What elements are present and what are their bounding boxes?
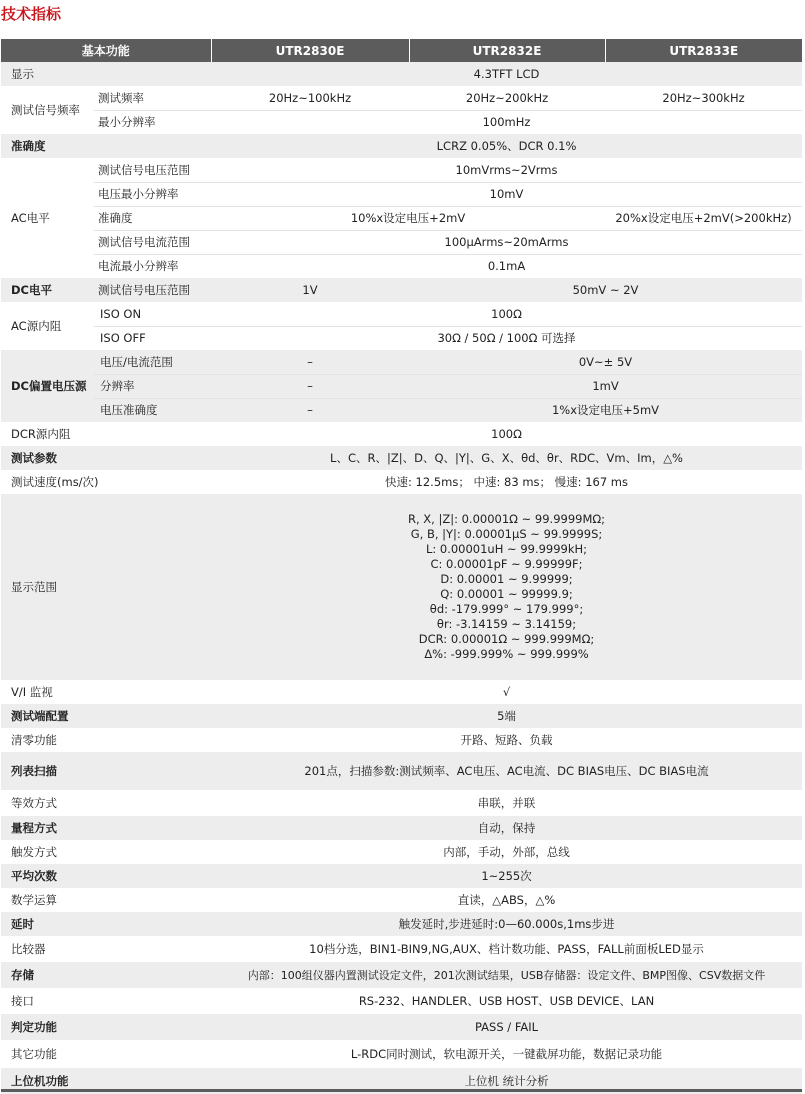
table-row bbox=[1, 254, 802, 278]
row-sub-ac-voltage-range: 测试信号电压范围 bbox=[94, 158, 211, 182]
row-sub-ac-current-range: 测试信号电流范围 bbox=[94, 230, 211, 254]
value-ac-current-res: 0.1mA bbox=[211, 254, 802, 278]
row-label-freq: 测试信号频率 bbox=[1, 86, 94, 134]
value-dc-bias-range-2830e: – bbox=[211, 350, 409, 374]
table-row bbox=[1, 752, 802, 790]
range-line: L: 0.00001uH ~ 99.9999kH; bbox=[425, 542, 588, 556]
row-label-storage: 存储 bbox=[1, 962, 211, 988]
row-label-comparator: 比较器 bbox=[1, 936, 211, 962]
range-line: θd: -179.999° ~ 179.999°; bbox=[429, 602, 584, 616]
table-row bbox=[1, 1014, 802, 1040]
range-line: D: 0.00001 ~ 9.99999; bbox=[440, 572, 573, 586]
table-row bbox=[1, 888, 802, 912]
table-row bbox=[1, 230, 802, 254]
table-row bbox=[1, 816, 802, 840]
row-value-trigger: 内部，手动，外部，总线 bbox=[211, 840, 802, 864]
row-label-speed: 测试速度(ms/次) bbox=[1, 470, 211, 494]
row-label-ac-source: AC源内阻 bbox=[1, 302, 94, 350]
value-dc-bias-range: 0V~± 5V bbox=[409, 350, 802, 374]
row-label-equiv: 等效方式 bbox=[1, 790, 211, 816]
range-line: Q: 0.00001 ~ 99999.9; bbox=[440, 587, 573, 601]
table-row bbox=[1, 182, 802, 206]
header-feature: 基本功能 bbox=[1, 39, 211, 62]
row-label-range: 显示范围 bbox=[1, 494, 211, 680]
table-row bbox=[1, 988, 802, 1014]
row-label-ac-level: AC电平 bbox=[1, 158, 94, 278]
table-row bbox=[1, 134, 802, 158]
value-freq-2832e: 20Hz~200kHz bbox=[409, 86, 605, 110]
table-row bbox=[1, 840, 802, 864]
row-label-average: 平均次数 bbox=[1, 864, 211, 888]
row-sub-dc-bias-accuracy: 电压准确度 bbox=[94, 398, 211, 422]
table-row bbox=[1, 446, 802, 470]
range-line: θr: -3.14159 ~ 3.14159; bbox=[436, 617, 577, 631]
range-line: DCR: 0.00001Ω ~ 999.999MΩ; bbox=[418, 632, 595, 646]
row-label-dcr-source: DCR源内阻 bbox=[1, 422, 211, 446]
row-value-range bbox=[211, 494, 802, 680]
table-row bbox=[1, 398, 802, 422]
row-value-average: 1~255次 bbox=[211, 864, 802, 888]
table-row bbox=[1, 350, 802, 374]
row-value-sweep: 201点，扫描参数:测试频率、AC电压、AC电流、DC BIAS电压、DC BIAS电流 bbox=[211, 752, 802, 790]
table-row bbox=[1, 936, 802, 962]
row-label-dc-level: DC电平 bbox=[1, 278, 94, 302]
row-sub-dc-bias-res: 分辨率 bbox=[94, 374, 211, 398]
value-ac-accuracy-low: 10%x设定电压+2mV bbox=[211, 206, 605, 230]
row-label-zero: 清零功能 bbox=[1, 728, 211, 752]
bottom-rule bbox=[1, 1089, 802, 1092]
range-line: Δ%: -999.999% ~ 999.999% bbox=[424, 647, 589, 661]
value-ac-current-range: 100μArms~20mArms bbox=[211, 230, 802, 254]
row-sub-ac-voltage-res: 电压最小分辨率 bbox=[94, 182, 211, 206]
table-row bbox=[1, 158, 802, 182]
row-value-host: 上位机 统计分析 bbox=[211, 1068, 802, 1094]
row-label-vi-monitor: V/I 监视 bbox=[1, 680, 211, 704]
value-dc-bias-res: 1mV bbox=[409, 374, 802, 398]
row-label-host: 上位机功能 bbox=[1, 1068, 211, 1094]
value-dc-level-2830e: 1V bbox=[211, 278, 409, 302]
row-value-math: 直读，△ABS，△% bbox=[211, 888, 802, 912]
table-row bbox=[1, 326, 802, 350]
spec-table bbox=[1, 39, 802, 1094]
row-label-math: 数学运算 bbox=[1, 888, 211, 912]
row-sub-iso-on: ISO ON bbox=[94, 302, 211, 326]
value-iso-off: 30Ω / 50Ω / 100Ω 可选择 bbox=[211, 326, 802, 350]
range-line: G, B, |Y|: 0.00001μS ~ 99.9999S; bbox=[410, 527, 603, 541]
value-dc-bias-accuracy: 1%x设定电压+5mV bbox=[409, 398, 802, 422]
table-row bbox=[1, 962, 802, 988]
row-label-sweep: 列表扫描 bbox=[1, 752, 211, 790]
range-line: R, X, |Z|: 0.00001Ω ~ 99.9999MΩ; bbox=[407, 512, 606, 526]
row-label-ranging: 量程方式 bbox=[1, 816, 211, 840]
row-value-display: 4.3TFT LCD bbox=[211, 62, 802, 86]
row-value-accuracy: LCRZ 0.05%、DCR 0.1% bbox=[211, 134, 802, 158]
value-dc-level-2832e-2833e: 50mV ~ 2V bbox=[409, 278, 802, 302]
header-model-utr2833e: UTR2833E bbox=[605, 39, 802, 62]
value-ac-accuracy-high: 20%x设定电压+2mV(>200kHz) bbox=[605, 206, 802, 230]
table-row bbox=[1, 864, 802, 888]
table-row bbox=[1, 374, 802, 398]
row-sub-ac-accuracy: 准确度 bbox=[94, 206, 211, 230]
row-value-terminal: 5端 bbox=[211, 704, 802, 728]
row-label-params: 测试参数 bbox=[1, 446, 211, 470]
row-sub-iso-off: ISO OFF bbox=[94, 326, 211, 350]
value-dc-bias-res-2830e: – bbox=[211, 374, 409, 398]
row-label-display: 显示 bbox=[1, 62, 211, 86]
row-value-ranging: 自动，保持 bbox=[211, 816, 802, 840]
range-line: C: 0.00001pF ~ 9.99999F; bbox=[430, 557, 583, 571]
row-sub-dc-voltage-range: 测试信号电压范围 bbox=[94, 278, 211, 302]
row-sub-resolution: 最小分辨率 bbox=[94, 110, 211, 134]
row-label-judge: 判定功能 bbox=[1, 1014, 211, 1040]
table-row bbox=[1, 278, 802, 302]
row-value-speed: 快速: 12.5ms； 中速: 83 ms； 慢速: 167 ms bbox=[211, 470, 802, 494]
row-label-interface: 接口 bbox=[1, 988, 211, 1014]
row-value-params: L、C、R、|Z|、D、Q、|Y|、G、X、θd、θr、RDC、Vm、Im，△% bbox=[211, 446, 802, 470]
value-ac-voltage-res: 10mV bbox=[211, 182, 802, 206]
row-value-dcr-source: 100Ω bbox=[211, 422, 802, 446]
row-sub-ac-current-res: 电流最小分辨率 bbox=[94, 254, 211, 278]
row-label-trigger: 触发方式 bbox=[1, 840, 211, 864]
table-row bbox=[1, 470, 802, 494]
row-label-other: 其它功能 bbox=[1, 1040, 211, 1068]
row-value-comparator: 10档分选，BIN1-BIN9,NG,AUX、档计数功能、PASS，FALL前面板LED显示 bbox=[211, 936, 802, 962]
table-row bbox=[1, 422, 802, 446]
table-row bbox=[1, 704, 802, 728]
table-row bbox=[1, 680, 802, 704]
row-value-delay: 触发延时,步进延时:0—60.000s,1ms步进 bbox=[211, 912, 802, 936]
row-label-dc-bias: DC偏置电压源 bbox=[1, 350, 94, 422]
value-ac-voltage-range: 10mVrms~2Vrms bbox=[211, 158, 802, 182]
header-model-utr2832e: UTR2832E bbox=[409, 39, 605, 62]
table-row bbox=[1, 790, 802, 816]
header-model-utr2830e: UTR2830E bbox=[211, 39, 409, 62]
table-row bbox=[1, 494, 802, 680]
row-sub-dc-bias-range: 电压/电流范围 bbox=[94, 350, 211, 374]
value-iso-on: 100Ω bbox=[211, 302, 802, 326]
table-row bbox=[1, 302, 802, 326]
table-row bbox=[1, 912, 802, 936]
row-value-judge: PASS / FAIL bbox=[211, 1014, 802, 1040]
row-label-delay: 延时 bbox=[1, 912, 211, 936]
row-label-terminal: 测试端配置 bbox=[1, 704, 211, 728]
row-sub-freq: 测试频率 bbox=[94, 86, 211, 110]
page-title: 技术指标 bbox=[1, 5, 62, 23]
value-freq-2833e: 20Hz~300kHz bbox=[605, 86, 802, 110]
row-value-equiv: 串联，并联 bbox=[211, 790, 802, 816]
row-value-storage: 内部：100组仪器内置测试设定文件，201次测试结果，USB存储器：设定文件、BMP图像、CSV数据文件 bbox=[211, 962, 802, 988]
table-row bbox=[1, 86, 802, 110]
table-row bbox=[1, 110, 802, 134]
row-value-vi-monitor: √ bbox=[211, 680, 802, 704]
row-value-zero: 开路、短路、负载 bbox=[211, 728, 802, 752]
table-row bbox=[1, 1040, 802, 1068]
table-row bbox=[1, 728, 802, 752]
table-header-row bbox=[1, 39, 802, 62]
table-row bbox=[1, 206, 802, 230]
value-resolution: 100mHz bbox=[211, 110, 802, 134]
value-freq-2830e: 20Hz~100kHz bbox=[211, 86, 409, 110]
display-range-list bbox=[408, 512, 605, 662]
row-value-other: L-RDC同时测试，软电源开关，一键截屏功能，数据记录功能 bbox=[211, 1040, 802, 1068]
table-row bbox=[1, 62, 802, 86]
value-dc-bias-accuracy-2830e: – bbox=[211, 398, 409, 422]
row-value-interface: RS-232、HANDLER、USB HOST、USB DEVICE、LAN bbox=[211, 988, 802, 1014]
row-label-accuracy: 准确度 bbox=[1, 134, 211, 158]
